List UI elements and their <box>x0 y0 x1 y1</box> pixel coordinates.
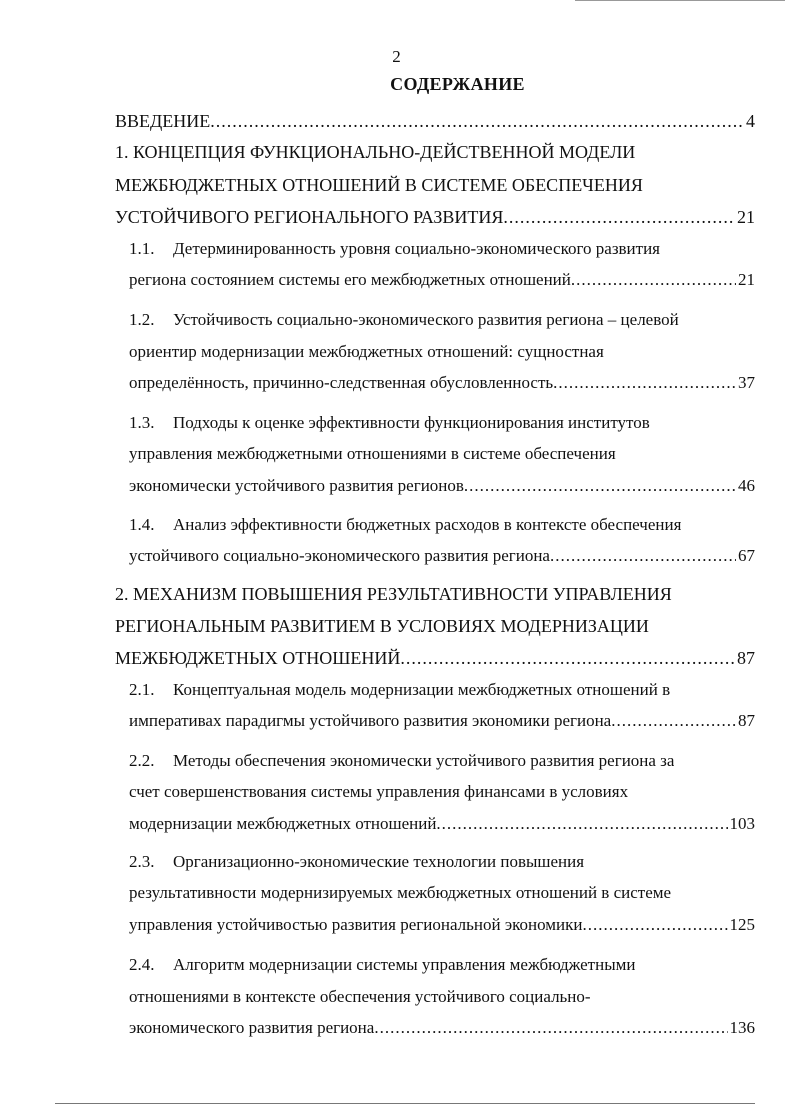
entry-text: ВВЕДЕНИЕ <box>115 111 211 131</box>
section-1-2-line-2[interactable]: ориентир модернизации межбюджетных отношений: сущностная <box>129 342 604 361</box>
section-1-1-line-1[interactable] <box>129 236 660 262</box>
entry-page: 46 <box>738 476 755 495</box>
entry-text: устойчивого социально-экономического развития региона <box>129 546 550 565</box>
bottom-rule <box>55 1103 755 1104</box>
section-text: Подходы к оценке эффективности функционирования институтов <box>173 413 650 432</box>
section-text: Устойчивость социально-экономического развития региона – целевой <box>173 310 679 329</box>
section-number: 1.1. <box>129 239 155 258</box>
entry-page: 87 <box>737 648 755 668</box>
section-text: Алгоритм модернизации системы управления межбюджетными <box>173 955 636 974</box>
leader-dots <box>503 204 735 230</box>
section-1-3-line-1[interactable] <box>129 410 650 436</box>
section-2-2-line-2[interactable]: счет совершенствования системы управления финансами в условиях <box>129 782 629 801</box>
toc-entry-chapter-2[interactable] <box>115 645 755 671</box>
toc-entry-1-3[interactable] <box>129 473 755 499</box>
entry-page: 4 <box>746 111 755 131</box>
entry-text: УСТОЙЧИВОГО РЕГИОНАЛЬНОГО РАЗВИТИЯ <box>115 207 504 227</box>
entry-page: 103 <box>729 814 755 833</box>
toc-entry-2-2[interactable] <box>129 811 755 837</box>
section-1-4-line-1[interactable] <box>129 512 681 538</box>
entry-text: модернизации межбюджетных отношений <box>129 814 437 833</box>
section-2-4-line-1[interactable] <box>129 952 635 978</box>
entry-text: МЕЖБЮДЖЕТНЫХ ОТНОШЕНИЙ <box>115 648 401 668</box>
section-2-3-line-2[interactable]: результативности модернизируемых межбюджетных отношений в системе <box>129 883 672 902</box>
chapter-2-title-line-2[interactable]: РЕГИОНАЛЬНЫМ РАЗВИТИЕМ В УСЛОВИЯХ МОДЕРНИЗАЦИИ <box>115 616 649 636</box>
entry-text: определённость, причинно-следственная обусловленность <box>129 373 554 392</box>
section-number: 1.2. <box>129 310 155 329</box>
section-number: 1.3. <box>129 413 155 432</box>
entry-text: императивах парадигмы устойчивого развития экономики региона <box>129 711 612 730</box>
leader-dots <box>583 912 728 938</box>
leader-dots <box>436 811 727 837</box>
entry-text: региона состоянием системы его межбюджетных отношений <box>129 270 571 289</box>
entry-page: 21 <box>737 207 755 227</box>
toc-entry-2-1[interactable] <box>129 708 755 734</box>
leader-dots <box>611 708 736 734</box>
leader-dots <box>210 108 744 134</box>
section-2-2-line-1[interactable] <box>129 748 674 774</box>
section-text: Методы обеспечения экономически устойчивого развития региона за <box>173 751 675 770</box>
entry-text: управления устойчивостью развития региональной экономики <box>129 915 583 934</box>
toc-entry-2-3[interactable] <box>129 912 755 938</box>
toc-title: СОДЕРЖАНИЕ <box>390 74 525 94</box>
leader-dots <box>374 1015 727 1041</box>
toc-entry-1-1[interactable] <box>129 267 755 293</box>
section-2-4-line-2[interactable]: отношениями в контексте обеспечения устойчивого социально- <box>129 987 591 1006</box>
entry-page: 37 <box>738 373 755 392</box>
scan-edge-mark <box>575 0 785 1</box>
section-number: 2.2. <box>129 751 155 770</box>
leader-dots <box>571 267 736 293</box>
toc-entry-intro[interactable] <box>115 108 755 134</box>
entry-page: 67 <box>738 546 755 565</box>
section-1-2-line-1[interactable] <box>129 307 679 333</box>
section-text: Организационно-экономические технологии повышения <box>173 852 585 871</box>
section-text: Анализ эффективности бюджетных расходов в контексте обеспечения <box>173 515 682 534</box>
toc-entry-1-2[interactable] <box>129 370 755 396</box>
section-1-3-line-2[interactable]: управления межбюджетными отношениями в системе обеспечения <box>129 444 616 463</box>
entry-page: 21 <box>738 270 755 289</box>
section-number: 2.1. <box>129 680 155 699</box>
entry-page: 125 <box>729 915 755 934</box>
section-2-3-line-1[interactable] <box>129 849 584 875</box>
entry-page: 136 <box>729 1018 755 1037</box>
toc-entry-chapter-1[interactable] <box>115 204 755 230</box>
section-2-1-line-1[interactable] <box>129 677 670 703</box>
leader-dots <box>550 543 736 569</box>
toc-entry-1-4[interactable] <box>129 543 755 569</box>
chapter-1-title-line-1[interactable]: 1. КОНЦЕПЦИЯ ФУНКЦИОНАЛЬНО-ДЕЙСТВЕННОЙ МОДЕЛИ <box>115 142 636 162</box>
page-number: 2 <box>392 47 401 66</box>
leader-dots <box>464 473 736 499</box>
chapter-2-title-line-1[interactable]: 2. МЕХАНИЗМ ПОВЫШЕНИЯ РЕЗУЛЬТАТИВНОСТИ УПРАВЛЕНИЯ <box>115 584 672 604</box>
section-number: 2.4. <box>129 955 155 974</box>
leader-dots <box>400 645 735 671</box>
section-number: 2.3. <box>129 852 155 871</box>
entry-text: экономического развития региона <box>129 1018 375 1037</box>
entry-page: 87 <box>738 711 755 730</box>
section-text: Концептуальная модель модернизации межбюджетных отношений в <box>173 680 671 699</box>
section-text: Детерминированность уровня социально-экономического развития <box>173 239 660 258</box>
chapter-1-title-line-2[interactable]: МЕЖБЮДЖЕТНЫХ ОТНОШЕНИЙ В СИСТЕМЕ ОБЕСПЕЧЕНИЯ <box>115 175 643 195</box>
entry-text: экономически устойчивого развития регионов <box>129 476 464 495</box>
leader-dots <box>553 370 736 396</box>
toc-entry-2-4[interactable] <box>129 1015 755 1041</box>
section-number: 1.4. <box>129 515 155 534</box>
